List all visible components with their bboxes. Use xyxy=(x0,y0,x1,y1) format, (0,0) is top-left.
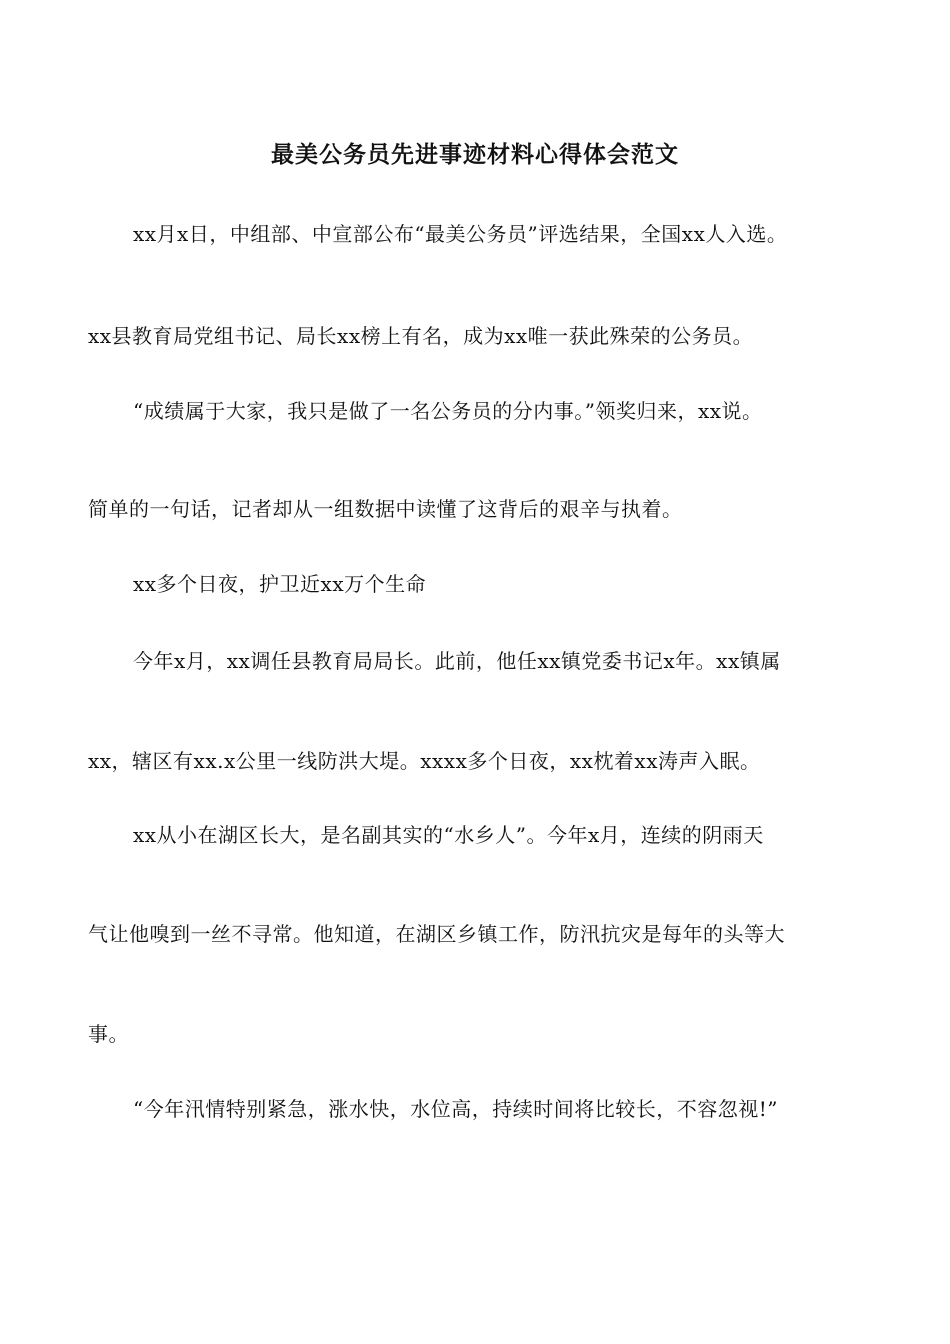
paragraph-line: xx县教育局党组书记、局长xx榜上有名，成为xx唯一获此殊荣的公务员。 xyxy=(88,324,754,348)
paragraph-line: 今年x月，xx调任县教育局局长。此前，他任xx镇党委书记x年。xx镇属 xyxy=(133,649,781,673)
document-title: 最美公务员先进事迹材料心得体会范文 xyxy=(271,141,679,168)
paragraph-line: xx月x日，中组部、中宣部公布“最美公务员”评选结果，全国xx人入选。 xyxy=(133,222,788,246)
paragraph-line: xx从小在湖区长大，是名副其实的“水乡人”。今年x月，连续的阴雨天 xyxy=(133,823,764,847)
section-heading-line: xx多个日夜，护卫近xx万个生命 xyxy=(133,572,427,596)
paragraph-line: 事。 xyxy=(88,1022,129,1046)
paragraph-line: 简单的一句话，记者却从一组数据中读懂了这背后的艰辛与执着。 xyxy=(88,497,683,521)
paragraph-line: xx，辖区有xx.x公里一线防洪大堤。xxxx多个日夜，xx枕着xx涛声入眠。 xyxy=(88,749,761,773)
paragraph-line: “今年汛情特别紧急，涨水快，水位高，持续时间将比较长，不容忽视!” xyxy=(133,1097,778,1121)
paragraph-line: 气让他嗅到一丝不寻常。他知道，在湖区乡镇工作，防汛抗灾是每年的头等大 xyxy=(88,922,785,946)
paragraph-line: “成绩属于大家，我只是做了一名公务员的分内事。”领奖归来，xx说。 xyxy=(133,399,763,423)
